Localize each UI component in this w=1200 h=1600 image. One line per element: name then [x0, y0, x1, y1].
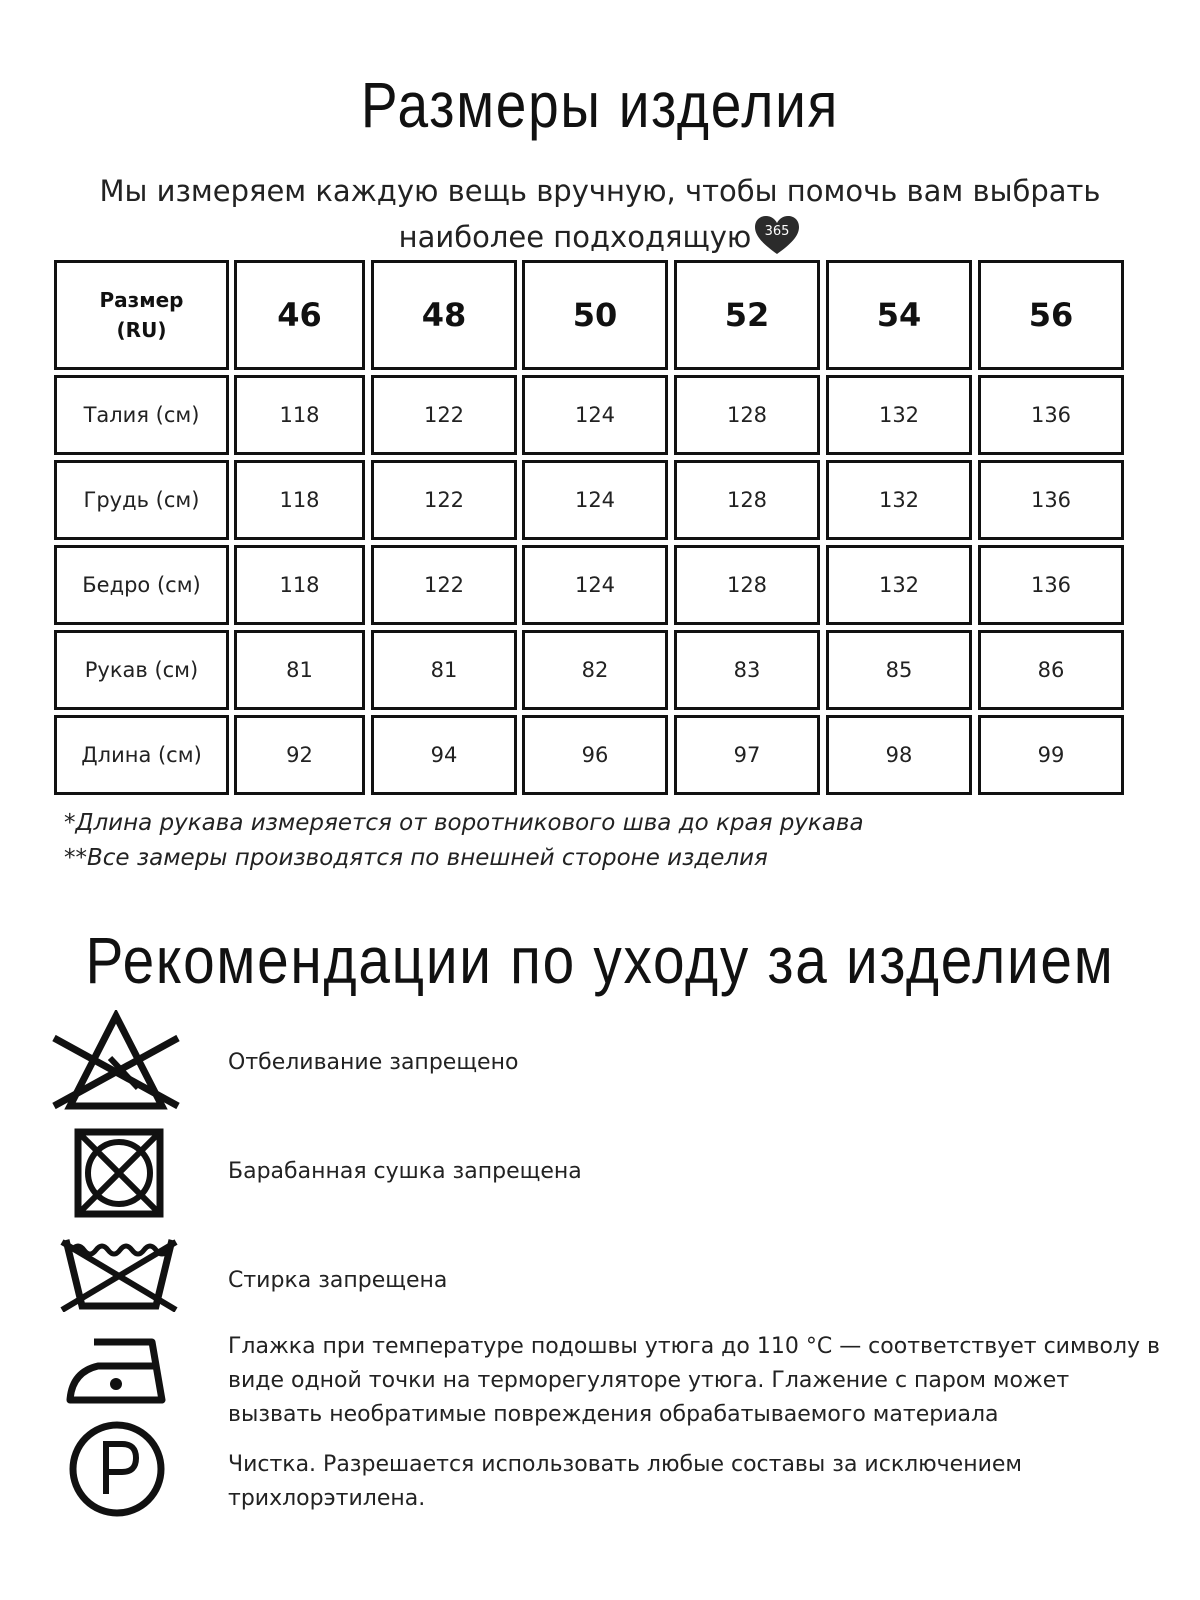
- heart-365-icon: [753, 214, 801, 256]
- no-bleach-icon: [50, 1010, 182, 1112]
- value-cell: 124: [522, 545, 668, 625]
- value-cell: 128: [674, 375, 820, 455]
- note-sleeve: *Длина рукава измеряется от воротникового шва до края рукава: [64, 810, 864, 836]
- value-cell: 124: [522, 460, 668, 540]
- value-cell: 86: [978, 630, 1124, 710]
- care-text-no-wash: Стирка запрещена: [228, 1268, 448, 1293]
- iron-one-dot-icon: [64, 1336, 170, 1406]
- note-measurements: **Все замеры производятся по внешней стороне изделия: [64, 845, 768, 871]
- value-cell: 128: [674, 545, 820, 625]
- dry-clean-p-icon: [68, 1420, 166, 1518]
- value-cell: 118: [234, 545, 365, 625]
- value-cell: 99: [978, 715, 1124, 795]
- size-header-label-line2: (RU): [116, 318, 167, 342]
- care-text-iron: Глажка при температуре подошвы утюга до 110 °C — соответствует символу в виде одной точки на терморегуляторе утюга. Глажение с паром может вызвать необратимые повреждения обрабатываемого материала: [228, 1334, 1161, 1427]
- value-cell: 94: [371, 715, 517, 795]
- size-header-cell: 48: [371, 260, 517, 370]
- subtitle-line-2: [40, 214, 1160, 260]
- row-label-cell: Рукав (см): [54, 630, 229, 710]
- row-label-cell: Длина (см): [54, 715, 229, 795]
- value-cell: 122: [371, 375, 517, 455]
- value-cell: 124: [522, 375, 668, 455]
- care-section-title: Рекомендации по уходу за изделием: [85, 923, 1115, 997]
- value-cell: 122: [371, 545, 517, 625]
- value-cell: 81: [234, 630, 365, 710]
- size-section-subtitle: [40, 168, 1160, 260]
- care-text-dry-clean: Чистка. Разрешается использовать любые составы за исключением трихлорэтилена.: [228, 1452, 1023, 1511]
- value-cell: 82: [522, 630, 668, 710]
- size-header-label-cell: [54, 260, 229, 370]
- no-wash-icon: [58, 1232, 180, 1312]
- care-text-no-tumble-dry: Барабанная сушка запрещена: [228, 1159, 582, 1184]
- size-header-cell: 56: [978, 260, 1124, 370]
- value-cell: 83: [674, 630, 820, 710]
- row-label-cell: Грудь (см): [54, 460, 229, 540]
- value-cell: 128: [674, 460, 820, 540]
- size-header-cell: 50: [522, 260, 668, 370]
- value-cell: 122: [371, 460, 517, 540]
- no-tumble-dry-icon: [74, 1128, 164, 1218]
- care-text-no-bleach: Отбеливание запрещено: [228, 1050, 519, 1075]
- subtitle-line-2-text: наиболее подходящую: [398, 220, 752, 254]
- value-cell: 97: [674, 715, 820, 795]
- row-label-cell: Бедро (см): [54, 545, 229, 625]
- value-cell: 136: [978, 375, 1124, 455]
- value-cell: 136: [978, 460, 1124, 540]
- value-cell: 92: [234, 715, 365, 795]
- value-cell: 132: [826, 460, 972, 540]
- value-cell: 96: [522, 715, 668, 795]
- size-header-cell: 46: [234, 260, 365, 370]
- value-cell: 132: [826, 545, 972, 625]
- size-header-cell: 52: [674, 260, 820, 370]
- size-header-label-line1: Размер: [99, 288, 184, 312]
- heart-badge-text: 365: [764, 224, 790, 239]
- subtitle-line-1: Мы измеряем каждую вещь вручную, чтобы помочь вам выбрать: [99, 174, 1101, 208]
- row-label-cell: Талия (см): [54, 375, 229, 455]
- value-cell: 136: [978, 545, 1124, 625]
- value-cell: 98: [826, 715, 972, 795]
- size-section-title: Размеры изделия: [360, 69, 840, 141]
- size-header-cell: 54: [826, 260, 972, 370]
- value-cell: 85: [826, 630, 972, 710]
- value-cell: 81: [371, 630, 517, 710]
- value-cell: 118: [234, 375, 365, 455]
- value-cell: 132: [826, 375, 972, 455]
- value-cell: 118: [234, 460, 365, 540]
